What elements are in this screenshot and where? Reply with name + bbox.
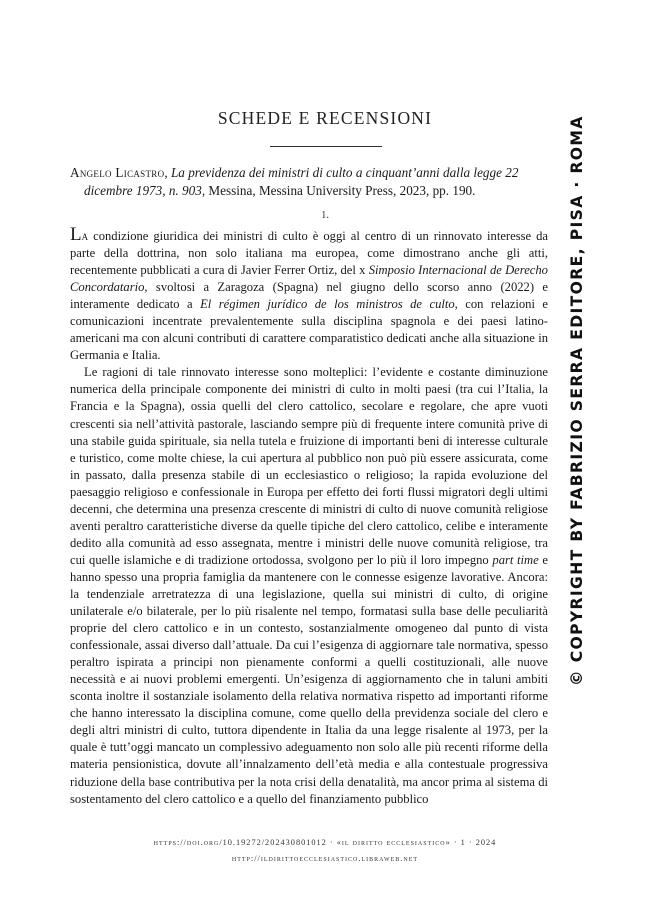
- paragraph-2-text-1: Le ragioni di tale rinnovato interesse sono molteplici: l’evidente e costante diminuzione numerica della principale componente dei ministri di culto in molti paesi (tra cui l’Italia, la Francia e la Spagna), ossia quelli del clero cattolico, secolare e regolare, che apre vuoti crescenti sia nell’attività pastorale, lasciando sempre più di frequente intere comunità prive di una stabile guida spirituale, sia nella tutela e fruizione di importanti beni di interesse culturale e turistico, come molte chiese, la cui apertura al pubblico non può più essere assicurata, come in passato, dalla presenza stabile di un ecclesiastico o religioso; la rapida evoluzione del paesaggio religioso e confessionale in Europa per effetto dei forti flussi migratori degli ultimi decenni, che determina una presenza crescente di ministri di culto di nuove comunità religiose aventi peraltro caratteristiche diverse da quelle tipiche del clero cattolico, celibe e interamente dedito alla comunità ad esso assegnata, mentre i ministri delle nuove comunità religiose, tra cui quelle islamiche e di tradizione ortodossa, svolgono per lo più il loro impegno: [70, 365, 548, 567]
- paragraph-1-italic-2: El régimen jurídico de los ministros de culto: [200, 297, 455, 312]
- citation-publisher: , Messina, Messina University Press, 2023, pp. 190.: [201, 182, 476, 198]
- title-rule: [270, 146, 382, 147]
- section-number: 1.: [321, 210, 329, 221]
- paragraph-1-text-1: condizione giuridica dei ministri di culto è oggi al centro di un rinnovato interesse da parte della dottrina, non solo italiana ma europea, come dimostrano anche gli atti, recentemente pubblicati a cura di Javier Ferrer Ortiz, del x: [70, 229, 548, 278]
- paragraph-1: [70, 224, 549, 364]
- paragraph-2-italic-1: part time: [492, 552, 539, 567]
- paragraph-1-italic-1: Simposio Internacional de Derecho Concordatario: [70, 263, 548, 295]
- footer-url-line: http://ildirittoecclesiastico.libraweb.net: [231, 854, 419, 863]
- paragraph-1-text-3: , con relazioni e comunicazioni incentrate prevalentemente sulla disciplina spagnola e dei paesi latino-americani ma con alcuni contributi di carattere comparatistico dedicati anche alla situazione in Germania e Italia.: [70, 297, 549, 363]
- book-citation: Angelo Licastro, La previdenza dei ministri di culto a cinquant’anni dalla legge 22 dicembre 1973, n. 903, Messina, Messina University Press, 2023, pp. 190.: [70, 165, 519, 198]
- paragraph-1-text-2: , svoltosi a Zaragoza (Spagna) nel giugno dello scorso anno (2022) e interamente dedicato a: [70, 280, 548, 312]
- article-body: [70, 224, 549, 808]
- copyright-notice: © COPYRIGHT BY FABRIZIO SERRA EDITORE, PISA · ROMA: [568, 115, 586, 686]
- section-title: SCHEDE E RECENSIONI: [217, 108, 433, 128]
- paragraph-2: [70, 364, 548, 807]
- drop-letter: L: [70, 224, 82, 245]
- citation-title: La previdenza dei ministri di culto a cinquant’anni dalla legge 22 dicembre 1973, n. 903: [84, 165, 519, 198]
- footer-doi-line: https://doi.org/10.19272/202430801012 · «il diritto ecclesiastico» · 1 · 2024: [153, 838, 497, 847]
- first-word-caps: a: [81, 229, 89, 243]
- citation-author: Angelo Licastro: [70, 165, 165, 180]
- paragraph-2-text-2: e hanno spesso una propria famiglia da mantenere con le connesse esigenze lavorative. Ancora: la tendenziale arretratezza di una legislazione, quella sui ministri di culto, di origine unilaterale e/o bilaterale, per lo più risalente nel tempo, formatasi sulla base delle peculiarità proprie del clero cattolico e in un contesto, sostanzialmente omogeneo dal punto di vista confessionale, assai diverso dall’attuale. Da cui l’esigenza di aggiornare tale normativa, spesso peraltro ispirata a principi non pienamente conformi a quelli costituzionali, alle nuove necessità e ai nuovi problemi emergenti. Un’esigenza di aggiornamento che in taluni ambiti sconta inoltre il sostanziale isolamento della relativa normativa rispetto ad importanti riforme che hanno interessato la disciplina comune, come quello della previdenza sociale del clero e degli altri ministri di culto, tuttora dipendente in Italia da una legge risalente al 1973, per la quale è tutt’oggi mancato un complessivo adeguamento non solo alle più recenti riforme della materia pensionistica, dovute all’innalzamento dell’età media e alla contestuale progressiva riduzione della base contributiva per la nota crisi della denatalità, ma ancor prima al sistema di sostentamento del clero cattolico e a quello del finanziamento pubblico: [70, 552, 548, 806]
